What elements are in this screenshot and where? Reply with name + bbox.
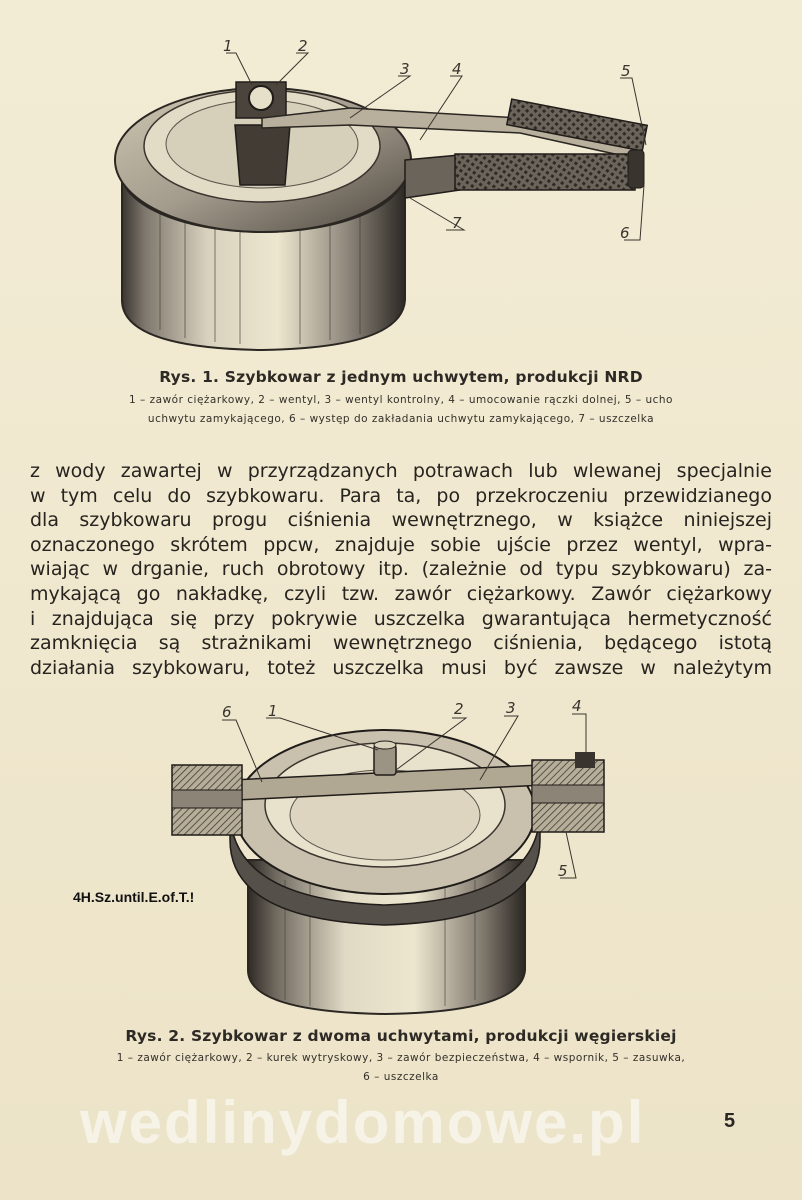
body-paragraph [30, 459, 772, 680]
figure-2-legend-line-2: 6 – uszczelka [363, 1071, 439, 1083]
fig2-label-3: 3 [506, 699, 516, 717]
body-line-8: zamknięcia są strażnikami wewnętrznego ciśnienia, będącego istotą [30, 632, 772, 655]
figure-1-pressure-cooker-one-handle [0, 28, 802, 358]
figure-2-legend [28, 1049, 774, 1087]
fig2-label-2: 2 [454, 700, 464, 718]
body-line-4: oznaczonego skrótem ppcw, znajduje sobie ujście przez wentyl, wpra- [30, 533, 772, 556]
body-line-3: dla szybkowaru progu ciśnienia wewnętrznego, w książce niniejszej [30, 509, 772, 532]
body-line-5: wiając w drganie, ruch obrotowy itp. (zależnie od typu szybkowaru) za- [30, 558, 772, 581]
body-line-7: i znajdująca się przy pokrywie uszczelka gwarantująca hermetyczność [30, 607, 772, 630]
fig1-label-2: 2 [298, 37, 308, 55]
fig2-label-1: 1 [268, 702, 278, 720]
page-number: 5 [724, 1110, 736, 1132]
body-line-1: z wody zawartej w przyrządzanych potrawach lub wlewanej specjalnie [30, 460, 772, 482]
fig1-label-1: 1 [223, 37, 233, 55]
fig1-label-3: 3 [400, 60, 410, 78]
fig2-label-6: 6 [222, 703, 232, 721]
library-stamp: 4H.Sz.until.E.of.T.! [73, 889, 195, 905]
figure-1-legend [28, 391, 774, 429]
figure-2-legend-line-1: 1 – zawór ciężarkowy, 2 – kurek wytryskowy, 3 – zawór bezpieczeństwa, 4 – wspornik, 5 – zasuwka, [116, 1052, 686, 1064]
fig2-label-4: 4 [572, 697, 582, 715]
fig2-label-5: 5 [558, 862, 568, 880]
figure-2-pressure-cooker-two-handles [0, 696, 802, 1021]
body-line-2: w tym celu do szybkowaru. Para ta, po przekroczeniu przewidzianego [30, 484, 772, 507]
body-line-9: działania szybkowaru, toteż uszczelka musi być zawsze w należytym [30, 656, 772, 679]
figure-1-caption: Rys. 1. Szybkowar z jednym uchwytem, produkcji NRD [159, 368, 643, 386]
watermark: wedlinydomowe.pl [80, 1089, 646, 1156]
figure-2-caption: Rys. 2. Szybkowar z dwoma uchwytami, produkcji węgierskiej [125, 1027, 677, 1045]
fig1-label-7: 7 [452, 214, 462, 232]
fig1-label-6: 6 [620, 224, 630, 242]
body-line-6: mykającą go nakładkę, czyli tzw. zawór ciężarkowy. Zawór ciężarkowy [30, 582, 772, 605]
figure-1-legend-line-2: uchwytu zamykającego, 6 – występ do zakładania uchwytu zamykającego, 7 – uszczelka [147, 413, 655, 425]
fig1-label-4: 4 [452, 60, 462, 78]
figure-1-legend-line-1: 1 – zawór ciężarkowy, 2 – wentyl, 3 – wentyl kontrolny, 4 – umocowanie rączki dolnej, 5 – ucho [129, 394, 673, 406]
fig1-label-5: 5 [621, 62, 631, 80]
